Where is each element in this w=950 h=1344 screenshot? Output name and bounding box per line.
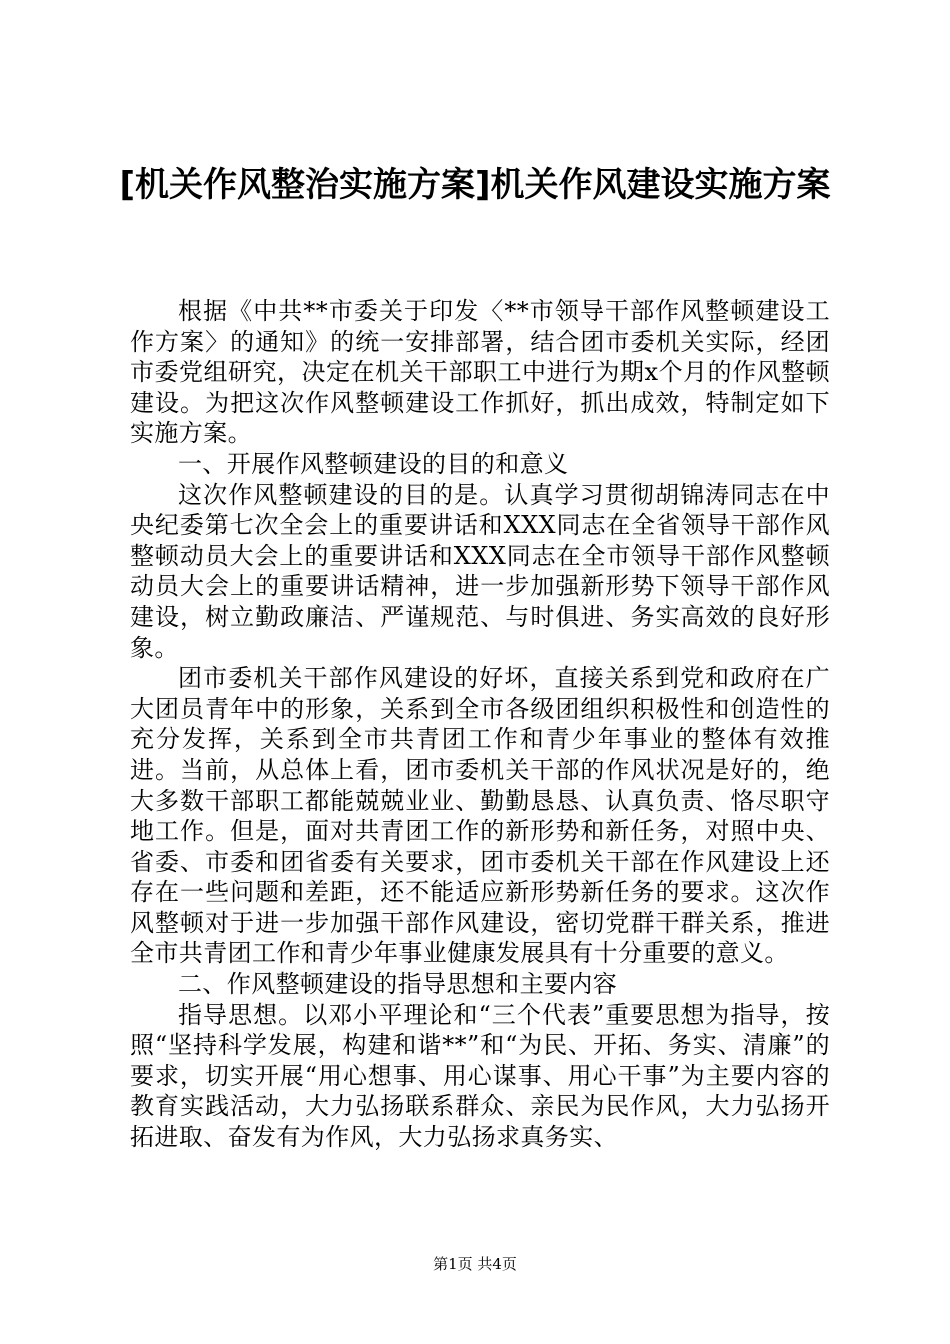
- paragraph-guiding-ideology: 指导思想。以邓小平理论和“三个代表”重要思想为指导，按照“坚持科学发展，构建和谐**”和“为民、开拓、务实、清廉”的要求，切实开展“用心想事、用心谋事、用心干事”为主要内容的教育实践活动，大力弘扬联系群众、亲民为民作风，大力弘扬开拓进取、奋发有为作风，大力弘扬求真务实、: [130, 1000, 830, 1152]
- document-title: [机关作风整治实施方案]机关作风建设实施方案: [119, 165, 831, 205]
- section-heading-1: 一、开展作风整顿建设的目的和意义: [178, 449, 569, 478]
- section-heading-2: 二、作风整顿建设的指导思想和主要内容: [178, 970, 618, 999]
- paragraph-significance: 团市委机关干部作风建设的好坏，直接关系到党和政府在广大团员青年中的形象，关系到全市各级团组织积极性和创造性的充分发挥，关系到全市共青团工作和青少年事业的整体有效推进。当前，从总体上看，团市委机关干部的作风状况是好的，绝大多数干部职工都能兢兢业业、勤勤恳恳、认真负责、恪尽职守地工作。但是，面对共青团工作的新形势和新任务，对照中央、省委、市委和团省委有关要求，团市委机关干部在作风建设上还存在一些问题和差距，还不能适应新形势新任务的要求。这次作风整顿对于进一步加强干部作风建设，密切党群干群关系，推进全市共青团工作和青少年事业健康发展具有十分重要的意义。: [130, 664, 830, 968]
- paragraph-purpose: 这次作风整顿建设的目的是。认真学习贯彻胡锦涛同志在中央纪委第七次全会上的重要讲话和XXX同志在全省领导干部作风整顿动员大会上的重要讲话和XXX同志在全市领导干部作风整顿动员大会上的重要讲话精神，进一步加强新形势下领导干部作风建设，树立勤政廉洁、严谨规范、与时俱进、务实高效的良好形象。: [130, 480, 830, 662]
- page-number-footer: 第1页 共4页: [433, 1255, 517, 1273]
- paragraph-intro: 根据《中共**市委关于印发〈**市领导干部作风整顿建设工作方案〉的通知》的统一安排部署，结合团市委机关实际，经团市委党组研究，决定在机关干部职工中进行为期x个月的作风整顿建设。为把这次作风整顿建设工作抓好，抓出成效，特制定如下实施方案。: [130, 297, 830, 448]
- document-body: [130, 296, 830, 1153]
